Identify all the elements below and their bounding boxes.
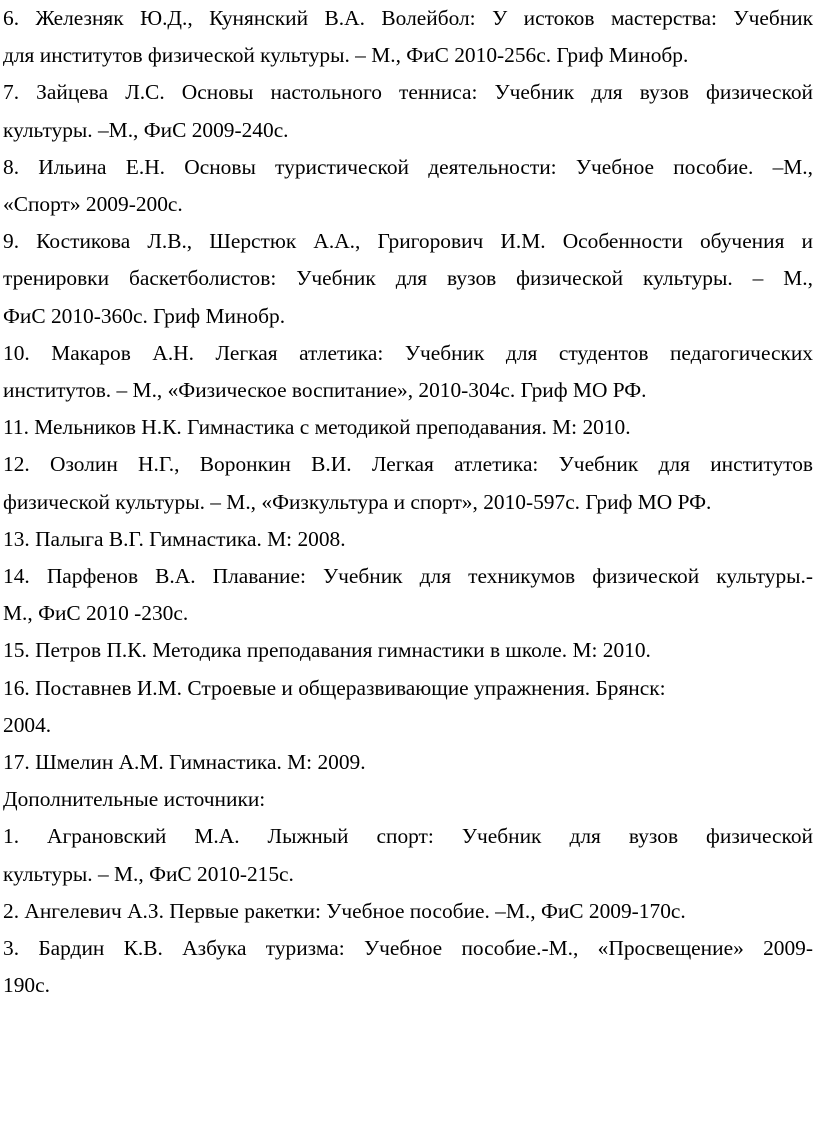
reference-item-14-line-1: 14. Парфенов В.А. Плавание: Учебник для техникумов физической культуры.- <box>3 564 813 589</box>
reference-item-12-line-1: 12. Озолин Н.Г., Воронкин В.И. Легкая атлетика: Учебник для институтов <box>3 452 813 477</box>
reference-item-8-line-1: 8. Ильина Е.Н. Основы туристической деятельности: Учебное пособие. –М., <box>3 154 813 179</box>
reference-item-13: 13. Палыга В.Г. Гимнастика. М: 2008. <box>3 526 346 551</box>
reference-item-6-line-1: 6. Железняк Ю.Д., Кунянский В.А. Волейбол: У истоков мастерства: Учебник <box>3 6 813 30</box>
additional-item-2: 2. Ангелевич А.З. Первые ракетки: Учебное пособие. –М., ФиС 2009-170с. <box>3 898 686 923</box>
additional-item-1-line-1: 1. Аграновский М.А. Лыжный спорт: Учебник для вузов физической <box>3 824 813 849</box>
reference-item-16-line-2: 2004. <box>3 712 52 737</box>
reference-item-12-line-2: физической культуры. – М., «Физкультура и спорт», 2010-597с. Гриф МО РФ. <box>3 489 712 514</box>
reference-item-6-line-2: для институтов физической культуры. – М., ФиС 2010-256с. Гриф Минобр. <box>3 43 689 68</box>
additional-item-3-line-1: 3. Бардин К.В. Азбука туризма: Учебное пособие.-М., «Просвещение» 2009- <box>3 936 813 961</box>
document-page <box>3 0 813 1004</box>
reference-item-10-line-1: 10. Макаров А.Н. Легкая атлетика: Учебник для студентов педагогических <box>3 340 813 365</box>
reference-item-7-line-2: культуры. –М., ФиС 2009-240с. <box>3 117 289 142</box>
reference-item-14-line-2: М., ФиС 2010 -230с. <box>3 601 189 626</box>
reference-item-7-line-1: 7. Зайцева Л.С. Основы настольного тенниса: Учебник для вузов физической <box>3 80 813 105</box>
reference-item-9-line-2: тренировки баскетболистов: Учебник для вузов физической культуры. – М., <box>3 266 813 291</box>
additional-item-3-line-2: 190с. <box>3 973 50 998</box>
main-reference-list <box>3 0 813 781</box>
additional-item-1-line-2: культуры. – М., ФиС 2010-215с. <box>3 861 294 886</box>
reference-item-9-line-1: 9. Костикова Л.В., Шерстюк А.А., Григорович И.М. Особенности обучения и <box>3 229 813 254</box>
reference-item-15: 15. Петров П.К. Методика преподавания гимнастики в школе. М: 2010. <box>3 638 651 663</box>
reference-item-16-line-1: 16. Поставнев И.М. Строевые и общеразвивающие упражнения. Брянск: <box>3 675 666 700</box>
reference-item-17: 17. Шмелин А.М. Гимнастика. М: 2009. <box>3 750 366 775</box>
additional-reference-list <box>3 818 813 1004</box>
additional-sources-heading: Дополнительные источники: <box>3 787 266 812</box>
reference-item-8-line-2: «Спорт» 2009-200с. <box>3 192 183 217</box>
reference-item-10-line-2: институтов. – М., «Физическое воспитание», 2010-304с. Гриф МО РФ. <box>3 378 647 403</box>
reference-item-9-line-3: ФиС 2010-360с. Гриф Минобр. <box>3 303 286 328</box>
reference-item-11: 11. Мельников Н.К. Гимнастика с методикой преподавания. М: 2010. <box>3 415 631 440</box>
